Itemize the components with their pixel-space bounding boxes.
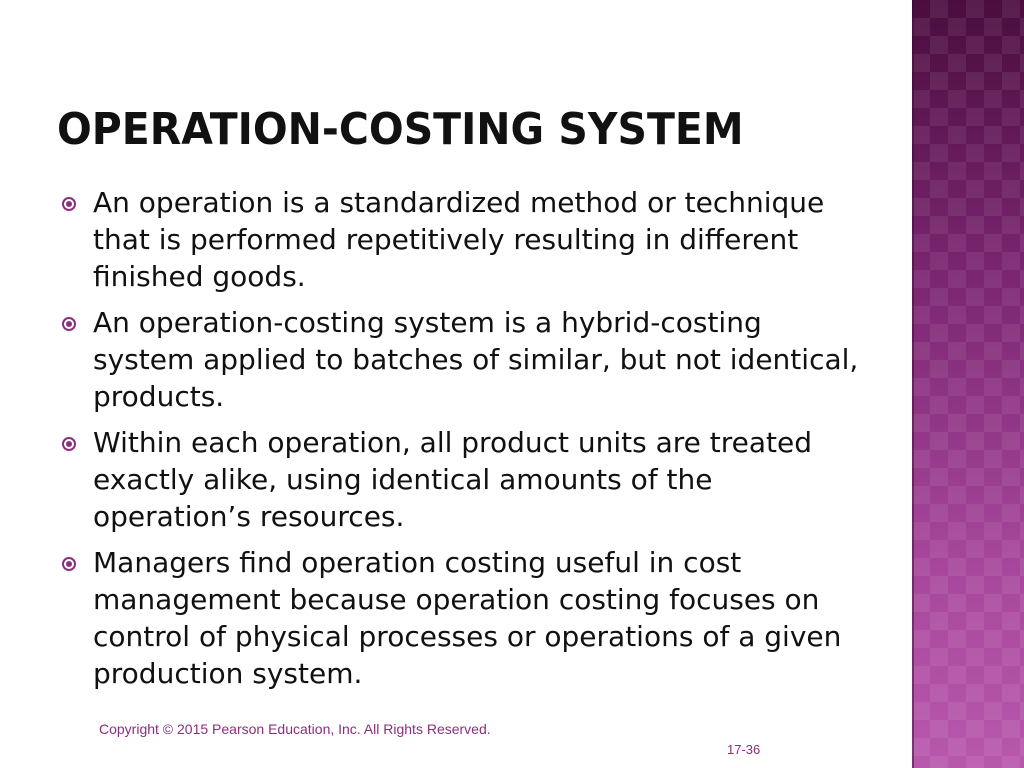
circle-dot-icon [62,317,76,331]
slide-number: 17-36 [727,742,761,757]
bullet-item [62,544,862,692]
bullet-text: Within each operation, all product units are treated exactly alike, using identical amounts of the operation’s resources. [93,426,813,533]
circle-dot-icon [62,557,76,571]
bullet-list [62,184,862,701]
copyright-notice: Copyright © 2015 Pearson Education, Inc. All Rights Reserved. [99,721,491,737]
circle-dot-icon [62,437,76,451]
decorative-side-panel [912,0,1024,768]
bullet-item [62,184,862,295]
bullet-item [62,304,862,415]
circle-dot-icon [62,197,76,211]
bullet-text: An operation is a standardized method or technique that is performed repetitively resulting in different finished goods. [93,186,825,293]
bullet-item [62,424,862,535]
bullet-text: Managers find operation costing useful in cost management because operation costing focuses on control of physical processes or operations of a given production system. [93,546,842,690]
bullet-text: An operation-costing system is a hybrid-costing system applied to batches of similar, but not identical, products. [93,306,859,413]
slide-title: OPERATION-COSTING SYSTEM [57,104,744,155]
